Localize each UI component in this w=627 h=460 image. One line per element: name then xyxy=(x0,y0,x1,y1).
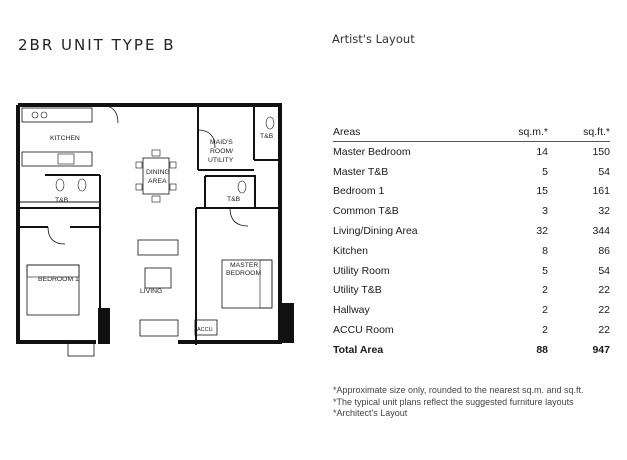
label-tb-common: T&B xyxy=(55,197,69,204)
table-row xyxy=(333,241,610,261)
total-sqm: 88 xyxy=(536,343,548,356)
label-accu: ACCU xyxy=(197,327,213,333)
dining-table xyxy=(143,158,169,194)
footnote: *Architect's Layout xyxy=(333,408,408,418)
area-sqft: 32 xyxy=(598,205,610,218)
area-sqft: 54 xyxy=(598,264,610,277)
area-sqm: 32 xyxy=(536,225,548,238)
page-title: 2BR UNIT TYPE B xyxy=(18,36,176,54)
area-sqm: 15 xyxy=(536,185,548,198)
sofa xyxy=(138,240,178,255)
area-sqft: 161 xyxy=(592,185,610,198)
label-tb-master: T&B xyxy=(227,196,241,203)
area-name: Bedroom 1 xyxy=(333,185,385,198)
header-sqm: sq.m.* xyxy=(488,122,548,142)
label-tb-utility: T&B xyxy=(260,133,274,140)
area-sqft: 86 xyxy=(598,244,610,257)
area-sqm: 5 xyxy=(542,264,548,277)
table-row xyxy=(333,201,610,221)
table-header-row xyxy=(333,122,610,142)
label-bedroom1: BEDROOM 1 xyxy=(38,276,79,283)
label-maids-room: ROOM/ xyxy=(210,148,234,155)
area-name: Master T&B xyxy=(333,165,389,178)
area-sqft: 22 xyxy=(598,324,610,337)
table-row xyxy=(333,261,610,281)
area-name: Utility Room xyxy=(333,264,390,277)
kitchen-counter xyxy=(22,108,92,122)
area-sqft: 344 xyxy=(592,225,610,238)
area-sqft: 22 xyxy=(598,304,610,317)
area-name: Living/Dining Area xyxy=(333,225,418,238)
footnote: *The typical unit plans reflect the suggested furniture layouts xyxy=(333,396,574,407)
area-sqft: 54 xyxy=(598,165,610,178)
label-maids-utility: UTILITY xyxy=(208,157,234,164)
column-right xyxy=(280,303,294,343)
area-sqm: 3 xyxy=(542,205,548,218)
area-table xyxy=(333,122,610,360)
label-master: MASTER xyxy=(230,262,259,269)
area-sqm: 2 xyxy=(542,284,548,297)
area-sqm: 2 xyxy=(542,304,548,317)
label-kitchen: KITCHEN xyxy=(50,135,80,142)
label-dining-area: AREA xyxy=(148,178,167,185)
area-name: Common T&B xyxy=(333,205,399,218)
area-sqm: 14 xyxy=(536,145,548,158)
master-tb-wall xyxy=(205,176,255,208)
footnote: *Approximate size only, rounded to the nearest sq.m. and sq.ft. xyxy=(333,385,584,395)
label-living: LIVING xyxy=(140,288,163,295)
area-name: Master Bedroom xyxy=(333,145,411,158)
label-dining: DINING xyxy=(146,169,170,176)
total-label: Total Area xyxy=(333,343,384,356)
table-row xyxy=(333,281,610,301)
common-tb-wall xyxy=(18,208,100,227)
master-wall xyxy=(196,208,205,345)
header-sqft: sq.ft.* xyxy=(548,122,610,142)
table-row xyxy=(333,182,610,202)
label-master-bedroom: BEDROOM xyxy=(226,270,262,277)
label-maids: MAID'S xyxy=(210,139,233,146)
column-left xyxy=(98,308,110,344)
area-sqm: 2 xyxy=(542,324,548,337)
area-sqft: 150 xyxy=(592,145,610,158)
header-areas: Areas xyxy=(333,122,488,142)
floor-plan xyxy=(0,90,310,365)
footnotes xyxy=(333,385,583,420)
table-row xyxy=(333,221,610,241)
table-row xyxy=(333,320,610,340)
area-name: Kitchen xyxy=(333,244,369,257)
area-sqm: 8 xyxy=(542,244,548,257)
table-row xyxy=(333,142,610,162)
area-name: Hallway xyxy=(333,304,370,317)
table-total-row xyxy=(333,340,610,360)
bed-1 xyxy=(27,265,79,315)
area-name: Utility T&B xyxy=(333,284,382,297)
table-row xyxy=(333,162,610,182)
table-row xyxy=(333,300,610,320)
area-sqft: 22 xyxy=(598,284,610,297)
area-sqm: 5 xyxy=(542,165,548,178)
area-name: ACCU Room xyxy=(333,324,394,337)
total-sqft: 947 xyxy=(592,343,610,356)
layout-subtitle: Artist's Layout xyxy=(332,32,415,46)
